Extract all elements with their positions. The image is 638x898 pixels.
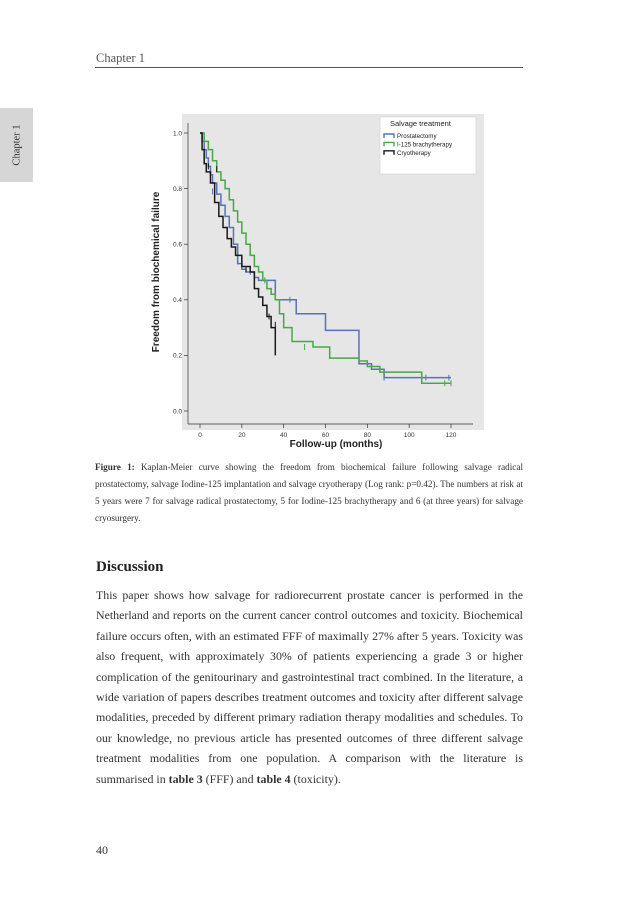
kaplan-meier-chart [148, 108, 492, 450]
legend-label-1: I-125 brachytherapy [397, 141, 453, 149]
x-tick-label-0: 0 [198, 432, 202, 439]
caption-text: Kaplan-Meier curve showing the freedom from biochemical failure following salvage radical prostatectomy, salvage Iodine-125 implantation and salvage cryotherapy (Log rank: p=0.42). The numbers at risk at 5 years were 7 for salvage radical prostatectomy, 5 for Iodine-125 brachytherapy and 6 (at three years) for salvage cryosurgery. [95, 462, 523, 523]
discussion-paragraph [96, 585, 523, 789]
page-number: 40 [96, 843, 108, 857]
legend-title: Salvage treatment [390, 119, 451, 128]
x-tick-label-3: 60 [321, 432, 330, 439]
side-tab-label: Chapter 1 [11, 124, 22, 166]
running-head: Chapter 1 [96, 51, 145, 65]
caption-label: Figure 1: [95, 462, 135, 472]
y-tick-label-0: 0.0 [172, 408, 182, 416]
x-tick-label-1: 20 [238, 432, 246, 439]
chapter-side-tab [0, 108, 33, 182]
y-tick-label-3: 0.6 [172, 241, 182, 249]
x-axis-label: Follow-up (months) [289, 439, 383, 450]
section-title-discussion: Discussion [96, 559, 164, 575]
x-tick-label-4: 80 [363, 432, 371, 439]
table-3-reference: table 3 [168, 771, 203, 786]
header-rule [95, 67, 523, 68]
y-tick-label-1: 0.2 [172, 352, 182, 360]
y-tick-label-5: 1.0 [172, 130, 182, 138]
x-tick-label-6: 120 [445, 432, 457, 439]
y-axis-label: Freedom from biochemical failure [151, 191, 162, 353]
x-tick-label-2: 40 [280, 432, 288, 439]
discussion-text-end: (toxicity). [290, 771, 341, 786]
y-tick-label-2: 0.4 [172, 297, 182, 305]
legend-label-2: Cryotherapy [397, 149, 431, 157]
discussion-text: This paper shows how salvage for radiorecurrent prostate cancer is performed in the Netherland and reports on the current cancer control outcomes and toxicity. Biochemical failure occurs often, with an estimated FFF of maximally 27% after 5 years. Toxicity was also frequent, with approximately 30% of patients experiencing a grade 3 or higher complication of the genitourinary and gastrointestinal tract combined. In the literature, a wide variation of papers describes treatment outcomes and toxicity after different salvage modalities, preceded by different primary radiation therapy modalities and schedules. To our knowledge, no previous article has presented outcomes of three different salvage treatment modalities from one population. A comparison with the literature is summarised in [96, 588, 523, 786]
discussion-text-mid: (FFF) and [202, 771, 257, 786]
legend-label-0: Prostatectomy [397, 133, 437, 140]
x-tick-label-5: 100 [403, 432, 415, 439]
y-tick-label-4: 0.8 [172, 185, 182, 193]
figure-caption [95, 459, 523, 527]
table-4-reference: table 4 [256, 771, 291, 786]
